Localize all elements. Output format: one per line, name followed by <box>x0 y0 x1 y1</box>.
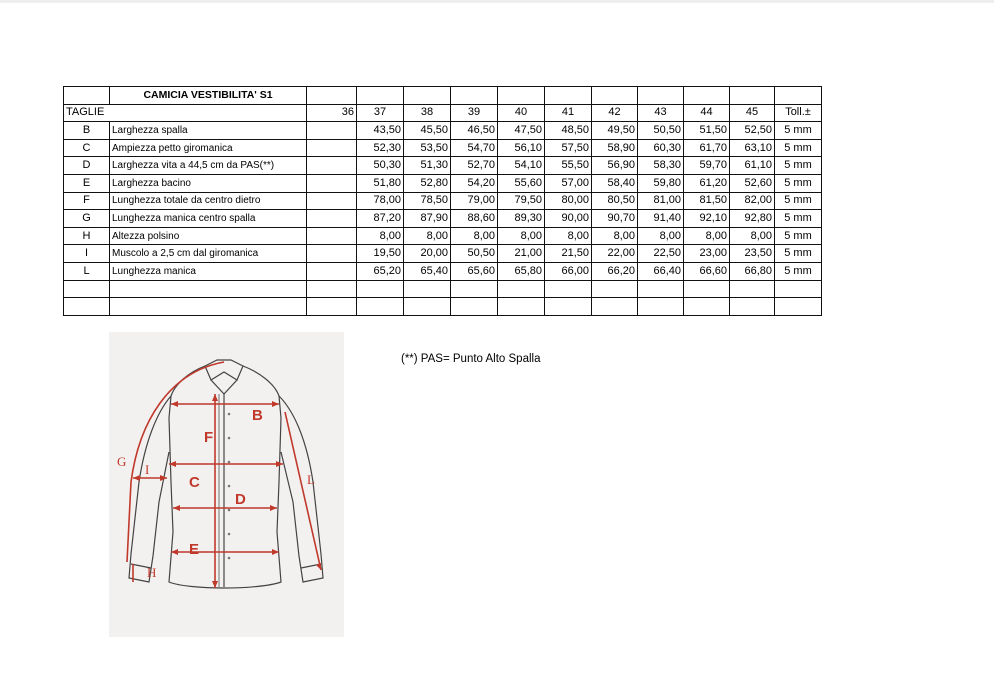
size-header: 42 <box>592 104 638 122</box>
measure-value: 8,00 <box>498 227 545 245</box>
measure-value: 65,20 <box>357 262 404 280</box>
table-row <box>64 122 822 140</box>
empty-cell <box>498 280 545 298</box>
empty-cell <box>307 298 357 316</box>
measure-value: 61,70 <box>684 139 730 157</box>
measure-value: 58,30 <box>638 157 684 175</box>
measure-value: 23,00 <box>684 245 730 263</box>
label-B: B <box>252 407 263 424</box>
measure-value: 66,60 <box>684 262 730 280</box>
size-header: 41 <box>545 104 592 122</box>
measure-value: 8,00 <box>684 227 730 245</box>
tolerance-value: 5 mm <box>775 192 822 210</box>
measure-value <box>307 139 357 157</box>
measure-value: 87,20 <box>357 210 404 228</box>
measure-value: 54,70 <box>451 139 498 157</box>
empty-cell <box>638 280 684 298</box>
tolerance-header: Toll.± <box>775 104 822 122</box>
table-row <box>64 157 822 175</box>
tolerance-value: 5 mm <box>775 139 822 157</box>
measure-value: 92,10 <box>684 210 730 228</box>
size-header: 38 <box>404 104 451 122</box>
empty-cell <box>64 280 110 298</box>
empty-cell <box>730 298 775 316</box>
footnote: (**) PAS= Punto Alto Spalla <box>401 353 541 365</box>
shirt-diagram <box>109 332 344 637</box>
measure-description: Lunghezza totale da centro dietro <box>110 192 307 210</box>
measure-value: 55,50 <box>545 157 592 175</box>
measure-value: 58,40 <box>592 174 638 192</box>
measure-value: 91,40 <box>638 210 684 228</box>
measure-value: 90,00 <box>545 210 592 228</box>
measure-value: 52,30 <box>357 139 404 157</box>
measure-value <box>307 210 357 228</box>
measure-code: H <box>64 227 110 245</box>
tolerance-value: 5 mm <box>775 210 822 228</box>
measure-value: 81,00 <box>638 192 684 210</box>
empty-cell <box>498 298 545 316</box>
measure-value: 66,40 <box>638 262 684 280</box>
measure-code: G <box>64 210 110 228</box>
label-L: L <box>307 472 315 487</box>
measure-value: 43,50 <box>357 122 404 140</box>
measure-value: 52,60 <box>730 174 775 192</box>
empty-cell <box>357 280 404 298</box>
measure-value: 88,60 <box>451 210 498 228</box>
measure-value: 80,00 <box>545 192 592 210</box>
measure-value: 59,70 <box>684 157 730 175</box>
measure-value: 54,10 <box>498 157 545 175</box>
measure-value: 60,30 <box>638 139 684 157</box>
measure-description: Larghezza spalla <box>110 122 307 140</box>
measure-value: 51,30 <box>404 157 451 175</box>
measure-value: 8,00 <box>730 227 775 245</box>
size-header: 43 <box>638 104 684 122</box>
size-header: 37 <box>357 104 404 122</box>
measure-value: 8,00 <box>545 227 592 245</box>
label-H: H <box>147 565 157 580</box>
measure-value: 51,80 <box>357 174 404 192</box>
table-row <box>64 210 822 228</box>
measure-value: 23,50 <box>730 245 775 263</box>
empty-cell <box>684 298 730 316</box>
measure-value: 52,50 <box>730 122 775 140</box>
label-D: D <box>235 491 246 508</box>
size-header: 45 <box>730 104 775 122</box>
label-G: G <box>117 454 127 469</box>
measure-value: 22,00 <box>592 245 638 263</box>
measure-value: 80,50 <box>592 192 638 210</box>
empty-cell <box>110 280 307 298</box>
measure-value: 56,10 <box>498 139 545 157</box>
measure-value: 82,00 <box>730 192 775 210</box>
tolerance-value: 5 mm <box>775 174 822 192</box>
buttons <box>228 413 231 560</box>
measure-value: 92,80 <box>730 210 775 228</box>
blank-cell <box>64 87 110 105</box>
table-row <box>64 192 822 210</box>
measure-value <box>307 262 357 280</box>
measure-code: D <box>64 157 110 175</box>
tolerance-value: 5 mm <box>775 262 822 280</box>
tolerance-value: 5 mm <box>775 157 822 175</box>
measure-value: 52,70 <box>451 157 498 175</box>
header-label: TAGLIE <box>64 104 307 122</box>
measure-value: 54,20 <box>451 174 498 192</box>
size-header: 39 <box>451 104 498 122</box>
measure-value: 90,70 <box>592 210 638 228</box>
table-title-row <box>64 87 822 105</box>
measure-value <box>307 122 357 140</box>
measure-value: 89,30 <box>498 210 545 228</box>
measure-description: Larghezza bacino <box>110 174 307 192</box>
shirt-outline <box>129 360 323 588</box>
measure-value: 21,00 <box>498 245 545 263</box>
measure-value: 53,50 <box>404 139 451 157</box>
measure-value: 45,50 <box>404 122 451 140</box>
empty-row <box>64 280 822 298</box>
measure-value: 8,00 <box>592 227 638 245</box>
empty-cell <box>592 298 638 316</box>
measure-value: 8,00 <box>451 227 498 245</box>
table-row <box>64 139 822 157</box>
tolerance-value: 5 mm <box>775 245 822 263</box>
measure-value: 66,20 <box>592 262 638 280</box>
measure-value: 48,50 <box>545 122 592 140</box>
measure-code: F <box>64 192 110 210</box>
measure-value: 21,50 <box>545 245 592 263</box>
measure-value: 78,50 <box>404 192 451 210</box>
measure-value: 8,00 <box>357 227 404 245</box>
empty-cell <box>451 280 498 298</box>
measure-value: 57,50 <box>545 139 592 157</box>
empty-cell <box>775 280 822 298</box>
measure-value: 65,80 <box>498 262 545 280</box>
table-row <box>64 227 822 245</box>
measure-value: 8,00 <box>404 227 451 245</box>
measure-value: 81,50 <box>684 192 730 210</box>
size-chart-table <box>63 86 822 316</box>
measure-value: 58,90 <box>592 139 638 157</box>
empty-cell <box>638 298 684 316</box>
tolerance-value: 5 mm <box>775 122 822 140</box>
measure-value: 19,50 <box>357 245 404 263</box>
empty-cell <box>592 280 638 298</box>
empty-cell <box>545 280 592 298</box>
measure-value: 50,30 <box>357 157 404 175</box>
table-row <box>64 262 822 280</box>
empty-cell <box>357 298 404 316</box>
measure-value: 46,50 <box>451 122 498 140</box>
measure-code: B <box>64 122 110 140</box>
measure-description: Lunghezza manica centro spalla <box>110 210 307 228</box>
measure-value <box>307 245 357 263</box>
measure-value: 49,50 <box>592 122 638 140</box>
empty-cell <box>110 298 307 316</box>
empty-cell <box>307 280 357 298</box>
measure-code: I <box>64 245 110 263</box>
table-row <box>64 245 822 263</box>
tolerance-value: 5 mm <box>775 227 822 245</box>
measure-value: 65,60 <box>451 262 498 280</box>
empty-cell <box>451 298 498 316</box>
empty-cell <box>545 298 592 316</box>
measure-value: 52,80 <box>404 174 451 192</box>
label-E: E <box>189 541 200 558</box>
table-header-row <box>64 104 822 122</box>
measure-description: Larghezza vita a 44,5 cm da PAS(**) <box>110 157 307 175</box>
measure-value: 66,80 <box>730 262 775 280</box>
label-C: C <box>189 474 200 491</box>
measure-value: 50,50 <box>638 122 684 140</box>
measure-value <box>307 157 357 175</box>
measure-value: 50,50 <box>451 245 498 263</box>
measure-value: 65,40 <box>404 262 451 280</box>
size-header: 40 <box>498 104 545 122</box>
measure-description: Muscolo a 2,5 cm dal giromanica <box>110 245 307 263</box>
measure-value: 22,50 <box>638 245 684 263</box>
measure-value: 57,00 <box>545 174 592 192</box>
measure-description: Lunghezza manica <box>110 262 307 280</box>
empty-cell <box>404 280 451 298</box>
measure-value: 66,00 <box>545 262 592 280</box>
table-title: CAMICIA VESTIBILITA' S1 <box>110 87 307 105</box>
measure-description: Ampiezza petto giromanica <box>110 139 307 157</box>
empty-cell <box>684 280 730 298</box>
measure-code: E <box>64 174 110 192</box>
measure-value: 20,00 <box>404 245 451 263</box>
empty-row <box>64 298 822 316</box>
measure-description: Altezza polsino <box>110 227 307 245</box>
page-edge <box>0 0 994 3</box>
empty-cell <box>404 298 451 316</box>
empty-cell <box>775 298 822 316</box>
shirt-illustration <box>109 332 344 637</box>
measure-value: 61,20 <box>684 174 730 192</box>
label-I: I <box>145 462 150 477</box>
measure-value: 78,00 <box>357 192 404 210</box>
measure-value: 8,00 <box>638 227 684 245</box>
empty-cell <box>730 280 775 298</box>
measure-value: 79,00 <box>451 192 498 210</box>
measure-value: 55,60 <box>498 174 545 192</box>
measure-code: L <box>64 262 110 280</box>
measure-value: 51,50 <box>684 122 730 140</box>
label-F: F <box>204 429 214 446</box>
empty-cell <box>64 298 110 316</box>
measure-value: 61,10 <box>730 157 775 175</box>
size-header: 36 <box>307 104 357 122</box>
measure-value <box>307 192 357 210</box>
measure-value: 79,50 <box>498 192 545 210</box>
measure-value <box>307 174 357 192</box>
measure-value: 56,90 <box>592 157 638 175</box>
table-row <box>64 174 822 192</box>
measure-value: 47,50 <box>498 122 545 140</box>
measure-value: 59,80 <box>638 174 684 192</box>
measure-value: 87,90 <box>404 210 451 228</box>
size-header: 44 <box>684 104 730 122</box>
measure-code: C <box>64 139 110 157</box>
measure-value: 63,10 <box>730 139 775 157</box>
measure-value <box>307 227 357 245</box>
